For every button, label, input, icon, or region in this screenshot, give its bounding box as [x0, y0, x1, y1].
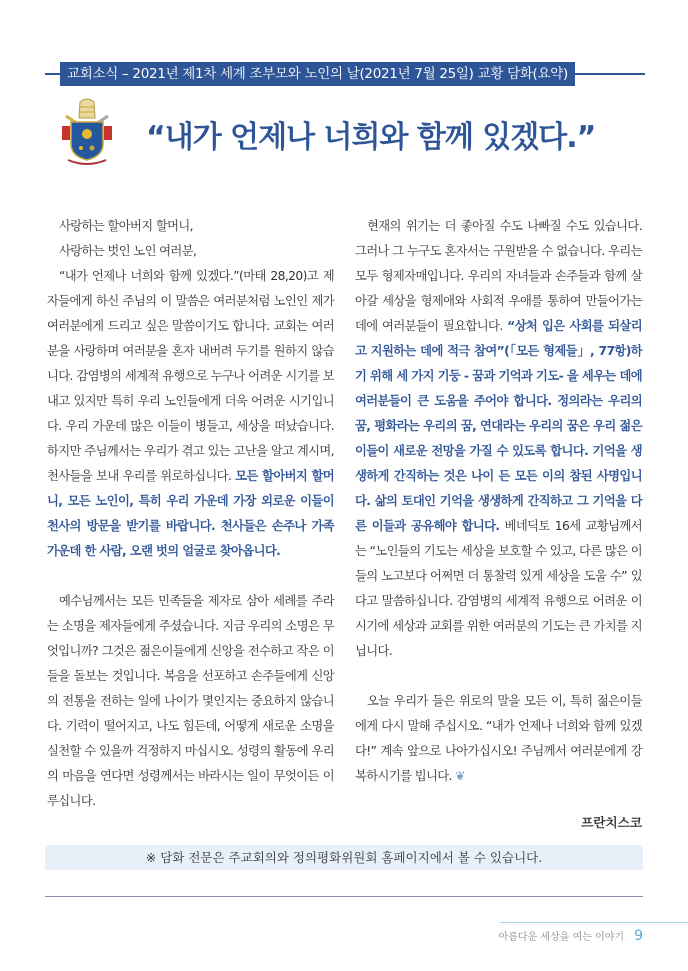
page-title: “내가 언제나 너희와 함께 있겠다.” — [146, 120, 596, 155]
text: 예수님께서는 모든 민족들을 제자로 삼아 세례를 주라는 소명을 제자들에게 주셨습니다. 지금 우리의 소명은 무엇입니까? 그것은 젊은이들에게 신앙을 전수하고 작은 이들을 돌보는 것입니다. 복음을 선포하고 손주들에게 신앙의 전통을 전하는 일에 나이가 몇인지는 중요하지 않습니다. 기력이 떨어지고, 나도 힘든데, 어떻게 새로운 소명을 실천할 수 있을까 걱정하지 마십시오. 성령의 활동에 우리의 마음을 연다면 성령께서는 바라시는 일이 무엇이든 이루십니다. — [47, 594, 334, 808]
bottom-rule — [45, 896, 643, 897]
paragraph — [47, 589, 334, 814]
left-column — [47, 214, 334, 814]
note-box: ※ 담화 전문은 주교회의와 정의평화위원회 홈페이지에서 볼 수 있습니다. — [45, 845, 643, 870]
page-number: 9 — [634, 928, 643, 944]
right-column — [355, 214, 642, 789]
footer-rule — [500, 922, 688, 923]
signature: 프란치스코 — [581, 815, 642, 830]
paragraph — [355, 689, 642, 789]
highlighted-text: “상처 입은 사회를 되살리고 지원하는 데에 적극 참여”(「모든 형제들」, 77항)하기 위해 세 가지 기둥 - 꿈과 기억과 기도- 을 세우는 데에 여러분들이 큰 도움을 주어야 합니다. 정의라는 우리의 꿈, 평화라는 우리의 꿈, 연대라는 우리의 꿈은 우리 젊은이들이 새로운 전망을 가질 수 있도록 합니다. 기억을 생생하게 간직하는 것은 나이 든 모든 이의 참된 사명입니다. 삶의 토대인 기억을 생생하게 간직하고 그 기억을 다른 이들과 공유해야 합니다. — [355, 319, 642, 533]
section-banner: 교회소식 – 2021년 제1차 세계 조부모와 노인의 날(2021년 7월 25일) 교황 담화(요약) — [60, 62, 575, 86]
leaf-icon: ❦ — [455, 769, 465, 783]
highlighted-text: 모든 할아버지 할머니, 모든 노인이, 특히 우리 가운데 가장 외로운 이들이 천사의 방문을 받기를 바랍니다. 천사들은 손주나 가족 가운데 한 사람, 오랜 벗의 얼굴로 찾아옵니다. — [47, 469, 335, 558]
text: 베네딕토 16세 교황님께서는 “노인들의 기도는 세상을 보호할 수 있고, 다른 많은 이들의 노고보다 어쩌면 더 통찰력 있게 세상을 도울 수” 있다고 말씀하십니다. 감염병의 세계적 유행으로 어려운 이 시기에 세상과 교회를 위한 여러분의 기도는 큰 가치를 지닙니다. — [355, 519, 642, 658]
footer — [499, 928, 643, 944]
paragraph — [47, 264, 334, 564]
text: 오늘 우리가 들은 위로의 말을 모든 이, 특히 젊은이들에게 다시 말해 주십시오. “내가 언제나 너희와 함께 있겠다!” 계속 앞으로 나아가십시오! 주님께서 여러분에게 강복하시기를 빕니다. — [355, 694, 642, 783]
publication-name: 아름다운 세상을 여는 이야기 — [498, 932, 625, 943]
text: 현재의 위기는 더 좋아질 수도 나빠질 수도 있습니다. 그러나 그 누구도 혼자서는 구원받을 수 없습니다. 우리는 모두 형제자매입니다. 우리의 자녀들과 손주들과 함께 살아갈 세상을 형제애와 사회적 우애를 통하여 만들어가는 데에 여러분들이 필요합니다. — [355, 219, 642, 333]
salutation-1 — [47, 214, 334, 239]
text: 사랑하는 벗인 노인 여러분, — [59, 244, 197, 258]
text: 사랑하는 할아버지 할머니, — [59, 219, 193, 233]
text: “내가 언제나 너희와 함께 있겠다.”(마태 28,20)고 제자들에게 하신 주님의 이 말씀은 여러분처럼 노인인 제가 여러분에게 드리고 싶은 말씀이기도 합니다. 교회는 여러분을 사랑하며 여러분을 혼자 내버려 두기를 원하지 않습니다. 감염병의 세계적 유행으로 누구나 어려운 시기를 보내고 있지만 특히 우리 노인들에게 더욱 어려운 시기입니다. 우리 가운데 많은 이들이 병들고, 세상을 떠났습니다. 하지만 주님께서는 우리가 겪고 있는 고난을 알고 계시며, 천사들을 보내 우리를 위로하십니다. — [47, 269, 334, 483]
salutation-2 — [47, 239, 334, 264]
papal-coat-of-arms-icon — [60, 98, 114, 168]
paragraph — [355, 214, 642, 664]
